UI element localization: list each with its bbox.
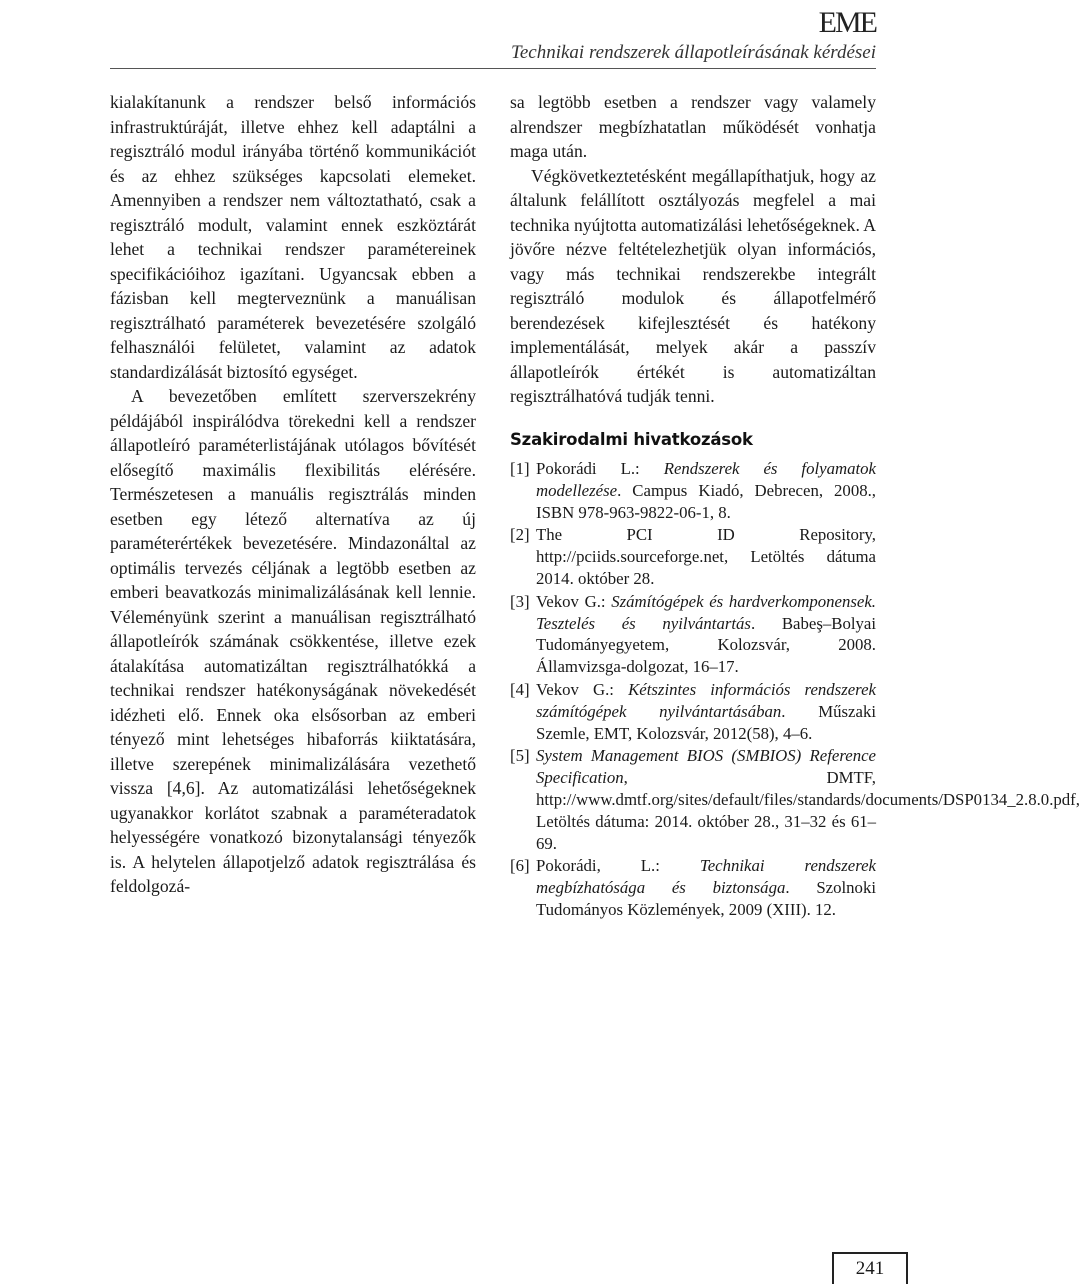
left-column	[110, 90, 476, 899]
reference-number: [5]	[510, 746, 530, 766]
reference-item	[510, 458, 876, 523]
reference-details: . Szolnoki Tudományos Közlemények, 2009 (XIII). 12.	[536, 878, 877, 919]
page-header	[110, 6, 876, 64]
reference-number: [3]	[510, 591, 530, 611]
header-rule	[110, 68, 876, 69]
reference-title: Technikai rendszerek megbízhatósága és biztonsága	[536, 856, 876, 898]
reference-details: . Campus Kiadó, Debrecen, 2008., ISBN 978-963-9822-06-1, 8.	[536, 480, 876, 522]
reference-number: [2]	[510, 525, 530, 545]
body-paragraph: A bevezetőben említett szerverszekrény példájából inspirálódva törekedni kell a rendszer állapotleíró paraméterlistájának utólagos bővítését elősegítő maximális flexibilitás elérésére. Természetesen a manuális regisztrálás minden esetben egy létező alternatíva az új paraméterértékek bevezetésére. Mindazonáltal az optimális tervezés céljának a legtöbb esetben az emberi beavatkozás minimalizálásának kell lennie. Véleményünk szerint a manuálisan regisztrálható állapotleírók számának csökkentése, illetve ezek átalakítása automatizáltan regisztrálhatókká a technikai rendszer hatékonyságának növekedését idézheti elő. Ennek oka elsősorban az emberi tényező mint lehetséges hibaforrás kiiktatására, illetve szerepének minimalizálására vezethető vissza [4,6]. Az automatizálási lehetőségeknek ugyanakkor korlátot szabnak a paraméteradatok helyességére vonatkozó bizonytalansági tényezők is. A helytelen állapotjelző adatok regisztrálása és feldolgozá-	[110, 386, 476, 896]
reference-author: Pokorádi, L.:	[536, 856, 700, 876]
reference-item	[510, 524, 876, 589]
reference-title: Kétszintes információs rendszerek számítógépek nyilvántartásában	[536, 679, 876, 721]
reference-details: . Babeş–Bolyai Tudományegyetem, Kolozsvár, 2008. Államvizsga-dolgozat, 16–17.	[536, 613, 876, 677]
body-paragraph: Végkövetkeztetésként megállapíthatjuk, hogy az általunk felállított osztályozás megfelel a mai technika nyújtotta automatizálási lehetőségeknek. A jövőre nézve feltételezhetjük olyan információs, vagy más technikai rendszerekbe integrált regisztráló modulok és állapotfelmérő berendezések kifejlesztését és hatékony implementálását, melyek akár a passzív állapotleírók értékét is automatizáltan regisztrálhatóvá tudják tenni.	[510, 165, 876, 406]
reference-number: [4]	[510, 679, 530, 699]
journal-logo: EME	[818, 6, 876, 39]
reference-author: Vekov G.:	[536, 679, 629, 699]
reference-title: Rendszerek és folyamatok modellezése	[536, 459, 877, 500]
reference-item	[510, 679, 876, 744]
reference-item	[510, 745, 1080, 854]
reference-title: Számítógépek és hardverkomponensek. Tesztelés és nyilvántartás	[536, 591, 876, 633]
reference-details: , DMTF, http://www.dmtf.org/sites/default/files/standards/documents/DSP0134_2.8.0.pdf, Letöltés dátuma: 2014. október 28., 31–32 és 61–69.	[536, 768, 1080, 853]
reference-title: System Management BIOS (SMBIOS) Reference Specification	[536, 746, 876, 788]
page-number: 241	[832, 1252, 908, 1284]
reference-number: [1]	[510, 459, 530, 478]
references-list	[510, 458, 1080, 921]
body-paragraph: kialakítanunk a rendszer belső információs infrastruktúráját, illetve ehhez kell adaptálni a regisztráló modul irányába történő kommunikációt és az ehhez szükséges kapcsolati elemeket. Amennyiben a rendszer nem változtatható, csak a regisztráló modult, valamint ennek eszköztárát lehet a technikai rendszer paramétereinek specifikációihoz igazítani. Ugyancsak ebben a fázisban kell megterveznünk a manuálisan regisztrálható paraméterek bevezetésére szolgáló felhasználói felületet, valamint az adatok standardizálását biztosító egységet.	[110, 92, 476, 382]
reference-item	[510, 591, 876, 678]
right-column	[510, 90, 1080, 922]
references-heading: Szakirodalmi hivatkozások	[510, 429, 753, 449]
reference-number: [6]	[510, 856, 530, 876]
running-title: Technikai rendszerek állapotleírásának kérdései	[511, 42, 876, 63]
body-paragraph: sa legtöbb esetben a rendszer vagy valamely alrendszer megbízhatatlan működését vonhatja maga után.	[510, 92, 876, 161]
reference-author: Pokorádi L.:	[536, 459, 664, 478]
reference-details: The PCI ID Repository, http://pciids.sourceforge.net, Letöltés dátuma 2014. október 28.	[536, 525, 876, 588]
reference-item	[510, 855, 876, 920]
reference-details: . Műszaki Szemle, EMT, Kolozsvár, 2012(58), 4–6.	[536, 701, 877, 743]
reference-author: Vekov G.:	[536, 591, 612, 611]
